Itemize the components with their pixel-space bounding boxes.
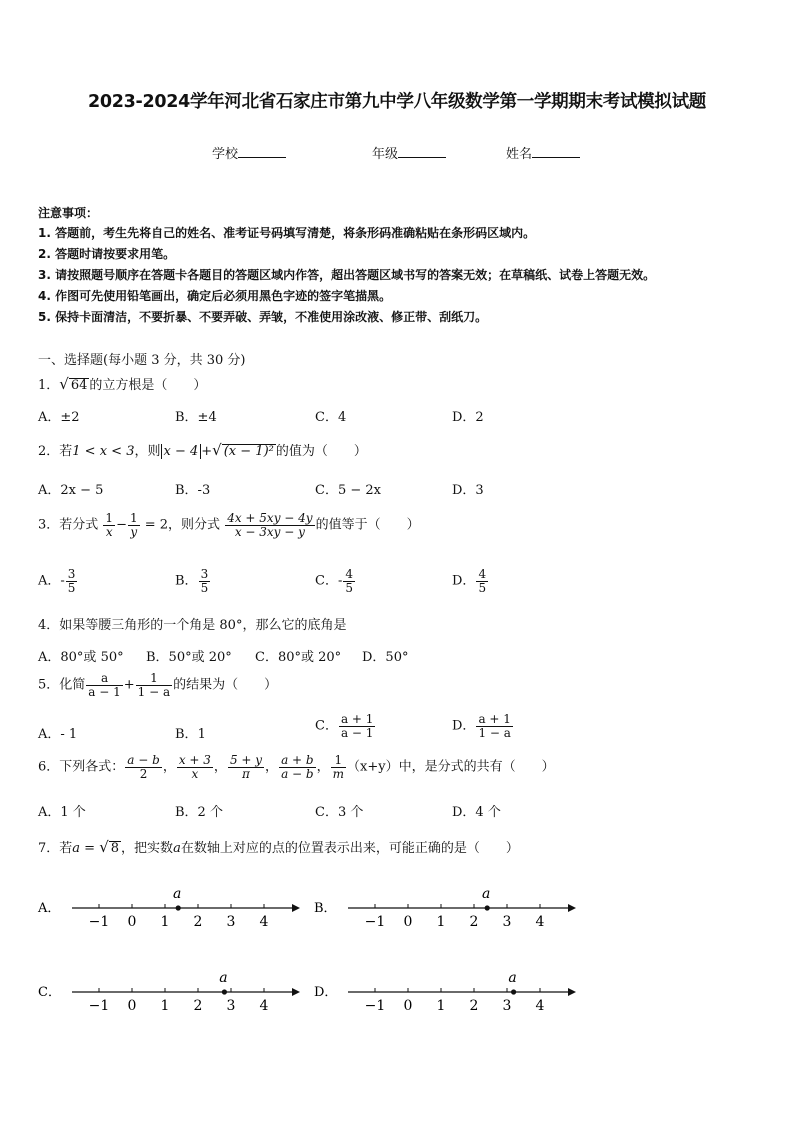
tick-label: 0 [127,914,137,930]
tick-label: 1 [436,998,446,1014]
equation: a = [72,841,100,856]
tick-label: 1 [436,914,446,930]
numerator: 5 + y [229,753,263,767]
fraction [279,754,316,780]
number-line-option-b[interactable] [310,880,582,936]
name-blank[interactable] [532,145,580,158]
numerator: a + 1 [478,712,511,726]
tick-label: 4 [259,998,269,1014]
tick-label: 0 [127,998,137,1014]
question-text: 6．下列各式： [38,759,125,775]
option-label: C． [38,985,61,1000]
point-a [222,989,227,994]
point-label: a [219,970,228,986]
question-text: 5．化简 [38,677,86,693]
radicand: 64 [70,378,88,393]
sqrt-icon: √ [212,441,222,459]
arrow-icon [568,988,576,996]
tick-label: −1 [88,914,110,930]
option-a[interactable]: A．80°或 50° [38,650,124,665]
point-label: a [508,970,517,986]
fraction [331,754,346,780]
option-b[interactable]: B．50°或 20° [146,650,232,665]
notes-heading: 注意事项： [38,206,99,220]
option-d[interactable]: D． $\frac{4}{5}$ [452,567,487,595]
numerator: 4x + 5xy − 4y [227,511,313,525]
denominator: a − b [281,766,314,781]
denominator: 1 − a [137,684,171,699]
radicand: 8 [110,841,120,856]
tick-label: 1 [160,998,170,1014]
numerator: 3 [200,567,209,581]
option-label: D． [314,985,338,1000]
point-label: a [482,886,491,902]
sqrt-icon: √ [99,838,109,856]
number-line-svg [310,964,582,1016]
numerator: 3 [67,567,76,581]
tick-label: 4 [535,914,545,930]
tick-label: 4 [535,998,545,1014]
numerator: 4 [345,567,353,581]
number-line-option-a[interactable] [34,880,306,936]
grade-field [372,143,446,162]
name-label: 姓名 [506,147,533,162]
tick-label: 3 [226,998,236,1014]
question-text: 的值等于（ ） [315,517,420,533]
denominator: a − 1 [340,725,374,740]
numerator: a − b [127,753,160,767]
option-d[interactable]: D． $\frac{a + 1}{1 - a}$ [452,712,511,740]
note-item: 3. 请按照题号顺序在答题卡各题目的答题区域内作答，超出答题区域书写的答案无效；在草稿纸、试卷上答题无效。 [38,268,656,282]
abs-expression: x − 4 [163,444,199,459]
school-label: 学校 [212,147,239,162]
tick-label: 2 [193,914,203,930]
tick-label: 2 [193,998,203,1014]
option-d[interactable]: D．2 [452,410,484,425]
numerator: 4 [478,567,487,581]
tick-label: 2 [469,914,479,930]
tick-label: −1 [364,998,386,1014]
question-text: 的结果为（ ） [173,677,278,693]
page-title: 2023-2024学年河北省石家庄市第九中学八年级数学第一学期期末考试模拟试题 [88,92,706,112]
question-text: 2．若 [38,444,73,459]
numerator: 1 [105,511,114,525]
numerator: 1 [129,511,138,525]
option-c[interactable]: C．5 − 2x [315,483,381,498]
tick-label: 3 [502,998,512,1014]
option-b[interactable]: B． $\frac{3}{5}$ [175,567,209,595]
fraction [128,512,140,538]
option-c[interactable]: C．- $\frac{4}{5}$ [315,567,353,595]
numerator: x + 3 [178,753,211,767]
tick-label: 3 [226,914,236,930]
tick-label: 0 [403,998,413,1014]
question-3 [38,512,420,538]
denominator: a − 1 [88,684,121,699]
denominator: x [105,524,113,539]
denominator: x − 3xy − y [234,524,305,539]
tick-label: 3 [502,914,512,930]
fraction [103,512,115,538]
school-field [212,143,286,162]
option-a[interactable]: A．±2 [38,410,80,425]
number-line-svg [34,880,306,932]
option-a[interactable]: A．1 个 [38,805,86,820]
arrow-icon [568,904,576,912]
numerator: 1 [331,754,346,768]
equals: = 2 [144,517,169,533]
condition: 1 < x < 3 [72,444,135,459]
name-field [506,143,580,162]
tick-label: 1 [160,914,170,930]
question-text: ，把实数 [121,841,174,856]
option-label: A． [38,901,61,916]
point-label: a [173,886,182,902]
note-item: 5. 保持卡面清洁，不要折暴、不要弄破、弄皱，不准使用涂改液、修正带、刮纸刀。 [38,310,488,324]
plus-sign: + [201,444,213,459]
number-line-svg [34,964,306,1016]
point-a [511,989,516,994]
option-b[interactable]: B．-3 [175,483,211,498]
numerator: 1 [136,672,172,686]
numerator: a + b [281,753,314,767]
number-line-option-c[interactable] [34,964,306,1020]
numerator: a [86,672,122,686]
option-c[interactable]: C．80°或 20° [255,650,342,665]
school-blank[interactable] [238,145,286,158]
tick-label: −1 [364,914,386,930]
question-text: 在数轴上对应的点的位置表示出来，可能正确的是（ ） [180,841,519,856]
fraction [228,754,264,780]
arrow-icon [292,988,300,996]
question-text: 的值为（ ） [275,444,367,459]
denominator: 5 [478,580,487,595]
question-text: ，则分式 [168,517,221,533]
question-2 [38,440,367,459]
number-line-option-d[interactable] [310,964,582,1020]
option-d[interactable]: D．4 个 [452,805,501,820]
denominator: y [130,524,138,539]
number-line-svg [310,880,582,932]
question-6: 6．下列各式： $\frac{a - b}{2}$ ， $\frac{x + 3}{x}$ ， $\frac{5 + y}{\pi}$ ， $\frac{a + b}{a - b}$ ， $\frac{1}{m}$ （x+y）中，是分式的共有（ ） [38,753,555,781]
option-c[interactable]: C．3 个 [315,805,364,820]
question-number: 1． [38,378,60,393]
option-a[interactable]: A．- $\frac{3}{5}$ [38,567,76,595]
fraction [125,754,162,780]
tick-label: 2 [469,998,479,1014]
denominator: x [191,766,199,781]
question-text: 7．若 [38,841,73,856]
question-7 [38,837,519,856]
tick-label: −1 [88,998,110,1014]
option-d[interactable]: D．50° [362,650,409,665]
question-text: 3．若分式 [38,517,99,533]
arrow-icon [292,904,300,912]
fraction [136,672,172,698]
option-a[interactable]: A．2x − 5 [38,483,104,498]
option-d[interactable]: D．3 [452,483,484,498]
note-item: 2. 答题时请按要求用笔。 [38,247,176,261]
question-text: （x+y）中，是分式的共有（ ） [347,759,555,775]
note-item: 4. 作图可先使用铅笔画出，确定后必须用黑色字迹的签字笔描黑。 [38,289,392,303]
grade-blank[interactable] [398,145,446,158]
question-text: 的立方根是（ ） [89,378,207,393]
fraction [86,672,122,698]
option-b[interactable]: B．1 [175,727,206,742]
option-c[interactable]: C．4 [315,410,347,425]
numerator: a + 1 [340,712,374,726]
option-a[interactable]: A．- 1 [38,727,78,742]
denominator: 2 [139,766,148,781]
question-5 [38,672,277,698]
option-c[interactable]: C． $\frac{a + 1}{a - 1}$ [315,712,374,740]
tick-label: 0 [403,914,413,930]
question-1 [38,374,206,393]
minus-sign: − [116,517,127,533]
radicand: (x − 1)² [223,444,274,459]
option-b[interactable]: B．±4 [175,410,217,425]
radical [222,444,276,459]
point-a [485,905,490,910]
note-item: 1. 答题前，考生先将自己的姓名、准考证号码填写清楚，将条形码准确粘贴在条形码区域内。 [38,226,536,240]
plus-sign: + [123,677,135,693]
denominator: 5 [67,580,76,595]
fraction [225,512,314,538]
denominator: 5 [345,580,353,595]
denominator: m [332,766,344,781]
grade-label: 年级 [372,147,399,162]
denominator: π [242,766,250,781]
denominator: 5 [200,580,209,595]
question-text: ，则 [134,444,161,459]
option-b[interactable]: B．2 个 [175,805,223,820]
fraction [177,754,213,780]
point-a [176,905,181,910]
tick-label: 4 [259,914,269,930]
absolute-value [161,444,202,459]
section-heading: 一、选择题(每小题 3 分，共 30 分) [38,353,246,368]
option-label: B． [314,901,337,916]
sqrt-icon: √ [59,375,69,393]
question-4: 4．如果等腰三角形的一个角是 80°，那么它的底角是 [38,618,347,633]
denominator: 1 − a [478,725,511,740]
variable: a [173,841,181,856]
